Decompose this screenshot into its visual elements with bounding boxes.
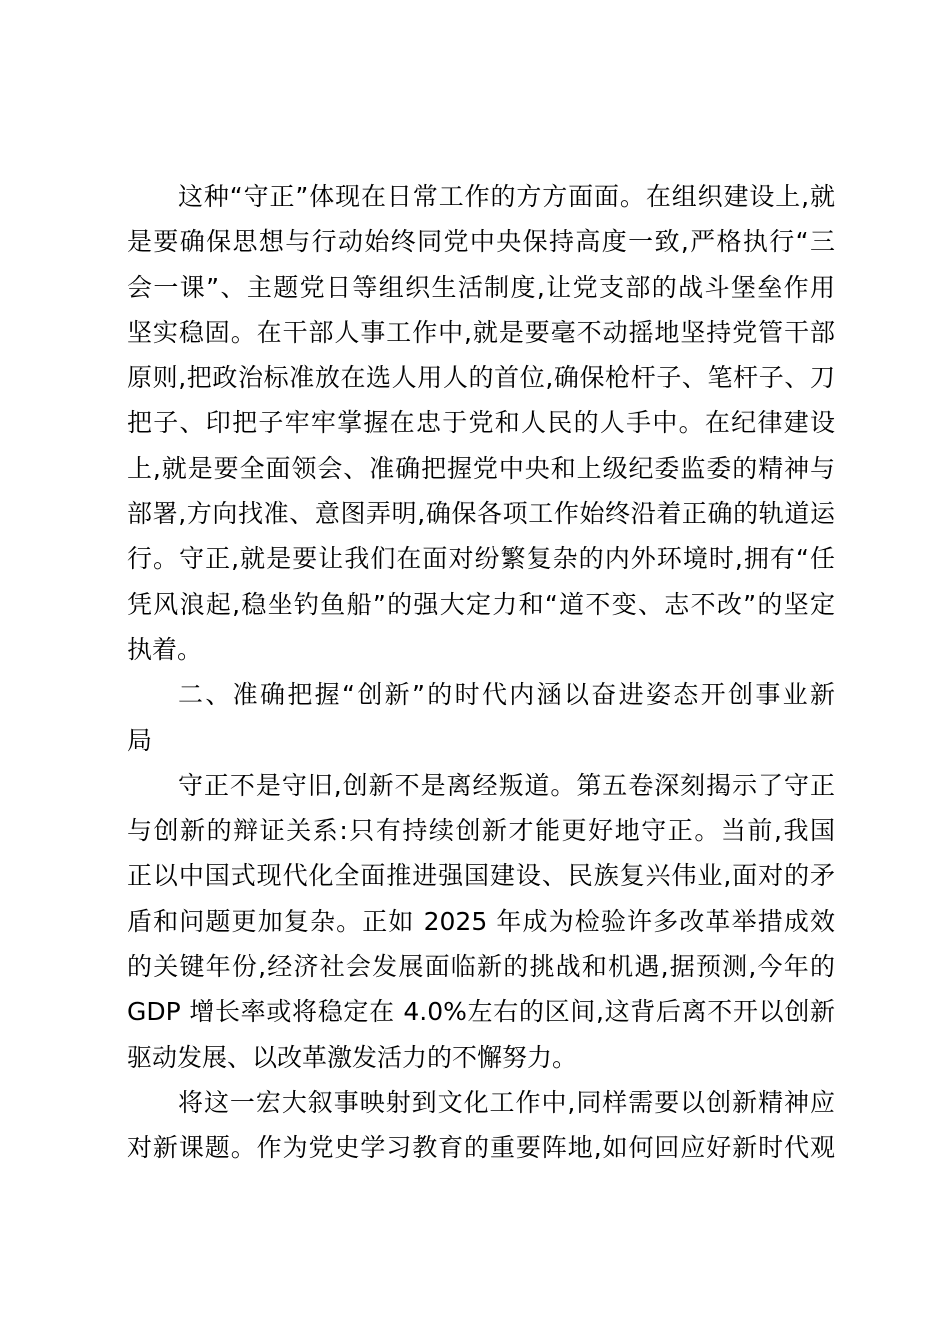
paragraph-shouzheng-practice <box>127 174 835 672</box>
paragraph-culture-work <box>127 1080 835 1171</box>
paragraph-line: 盾和问题更加复杂。正如 2025 年成为检验许多改革举措成效 <box>127 906 835 936</box>
paragraph-line: 会一课”、主题党日等组织生活制度,让党支部的战斗堡垒作用 <box>127 272 835 302</box>
paragraph-line: 坚实稳固。在干部人事工作中,就是要毫不动摇地坚持党管干部 <box>127 317 835 347</box>
paragraph-line: 执着。 <box>127 634 203 664</box>
paragraph-line: 是要确保思想与行动始终同党中央保持高度一致,严格执行“三 <box>127 227 835 257</box>
paragraph-line: 与创新的辩证关系:只有持续创新才能更好地守正。当前,我国 <box>127 816 835 846</box>
body-text <box>127 174 835 1171</box>
paragraph-line: 将这一宏大叙事映射到文化工作中,同样需要以创新精神应 <box>178 1087 835 1117</box>
paragraph-line: 对新课题。作为党史学习教育的重要阵地,如何回应好新时代观 <box>127 1133 835 1163</box>
paragraph-line: 的关键年份,经济社会发展面临新的挑战和机遇,据预测,今年的 <box>127 952 835 982</box>
paragraph-line: 把子、印把子牢牢掌握在忠于党和人民的人手中。在纪律建设 <box>127 408 835 438</box>
paragraph-line: 这种“守正”体现在日常工作的方方面面。在组织建设上,就 <box>178 182 835 211</box>
paragraph-line: 凭风浪起,稳坐钓鱼船”的强大定力和“道不变、志不改”的坚定 <box>127 589 835 619</box>
paragraph-line: 上,就是要全面领会、准确把握党中央和上级纪委监委的精神与 <box>127 453 835 483</box>
paragraph-line: 守正不是守旧,创新不是离经叛道。第五卷深刻揭示了守正 <box>178 770 835 800</box>
paragraph-line: 原则,把政治标准放在选人用人的首位,确保枪杆子、笔杆子、刀 <box>127 363 835 393</box>
heading-line: 局 <box>127 725 153 755</box>
paragraph-line: GDP 增长率或将稳定在 4.0%左右的区间,这背后离不开以创新 <box>127 997 835 1027</box>
paragraph-line: 行。守正,就是要让我们在面对纷繁复杂的内外环境时,拥有“任 <box>127 544 835 574</box>
section-heading-innovation <box>127 672 835 763</box>
heading-line: 二、准确把握“创新”的时代内涵以奋进姿态开创事业新 <box>178 680 835 710</box>
paragraph-line: 部署,方向找准、意图弄明,确保各项工作始终沿着正确的轨道运 <box>127 499 835 529</box>
paragraph-innovation-dialectic <box>127 763 835 1080</box>
paragraph-line: 驱动发展、以改革激发活力的不懈努力。 <box>127 1042 578 1072</box>
paragraph-line: 正以中国式现代化全面推进强国建设、民族复兴伟业,面对的矛 <box>127 861 835 891</box>
